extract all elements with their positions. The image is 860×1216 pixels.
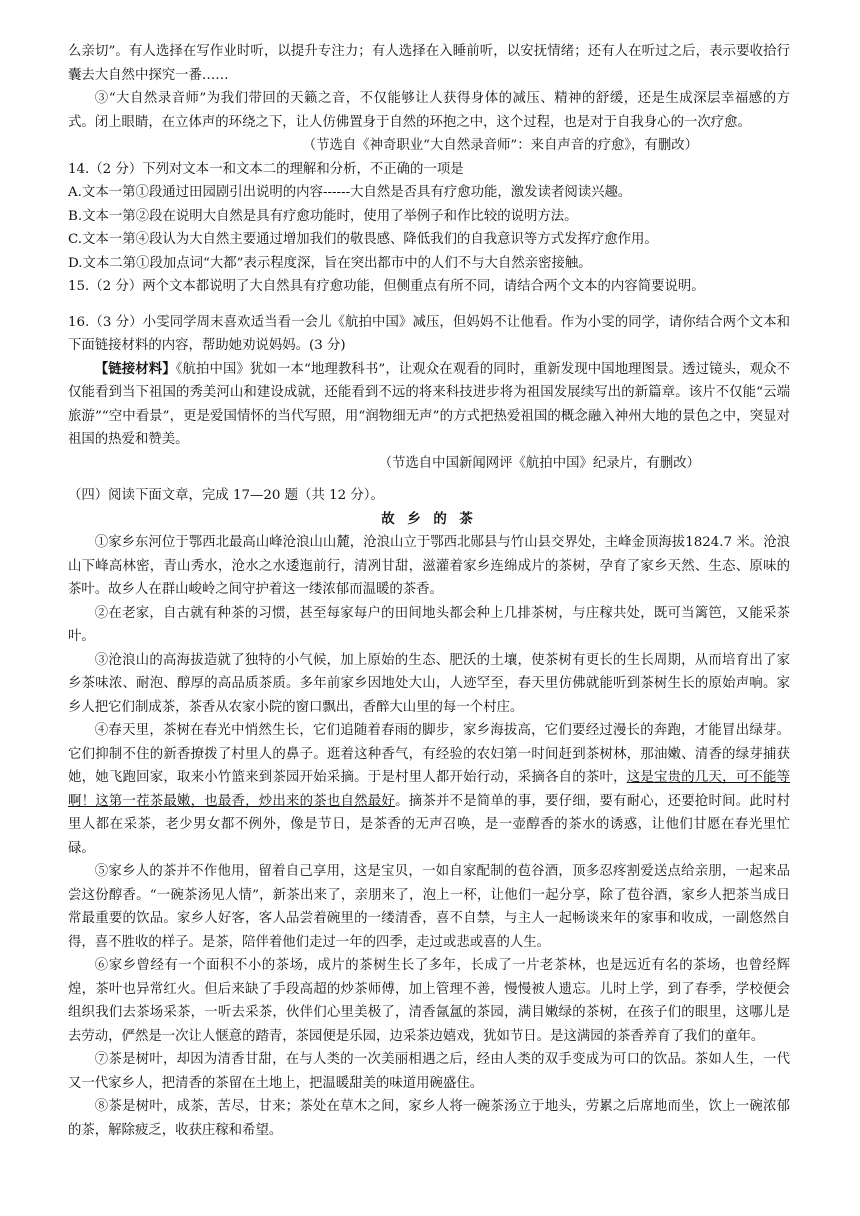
link-material-source: （节选自中国新闻网评《航拍中国》纪录片，有删改） <box>378 455 700 471</box>
essay-paragraph-1: ①家乡东河位于鄂西北最高山峰沧浪山山麓，沧浪山立于鄂西北郧县与竹山县交界处，主峰金顶海拔1824.7 米。沧浪山下峰高林密，青山秀水，沧水之水逶迤前行，清冽甘甜，滋灌着家乡连绵成片的茶树，孕育了家乡天然、生态、原味的茶叶。故乡人在群山峻岭之间守护着这一缕浓郁而温暖的茶香。 <box>68 535 790 597</box>
question-14-stem: 14.（2 分）下列对文本一和文本二的理解和分析，不正确的一项是 <box>68 161 464 177</box>
text2-paragraph-continued: 么亲切”。有人选择在写作业时听，以提升专注力；有人选择在入睡前听，以安抚情绪；还有人在听过之后，表示要收拾行囊去大自然中探究一番…… <box>68 44 790 83</box>
underlined-sentence: 这是宝贵的几天，可不能等啊！这第一茬茶最嫩，也最香，炒出来的茶也自然最好 <box>68 770 791 809</box>
essay-paragraph-6: ⑥家乡曾经有一个面积不小的茶场，成片的茶树生长了多年，长成了一片老茶林，也是远近有名的茶场，也曾经辉煌，茶叶也异常红火。但后来缺了手段高超的炒茶师傅，加上管理不善，慢慢被人遗忘。儿时上学，到了春季，学校便会组织我们去茶场采茶，一听去采茶，伙伴们心里美极了，清香氤氲的茶园，满目嫩绿的茶树，在孩子们的眼里，这哪儿是去劳动，俨然是一次让人惬意的踏青，茶园便是乐园，边采茶边嬉戏，犹如节日。是这满园的茶香养育了我们的童年。 <box>68 958 790 1044</box>
spacer <box>68 475 790 484</box>
essay-paragraph-4-part-2: 。摘茶并不是简单的事，要仔细，要有耐心，还要抢时间。此时村里人都在采茶，老少男女都不例外，像是节日，是茶香的无声召唤，是一壶醇香的茶水的诱惑，让他们甘愿在春光里忙碌。 <box>68 793 791 856</box>
question-14-option-d: D.文本二第①段加点词“大都”表示程度深，旨在突出都市中的人们不与大自然亲密接触。 <box>68 255 592 271</box>
essay-paragraph-2: ②在老家，自古就有种茶的习惯，甚至每家每户的田间地头都会种上几排茶树，与庄稼共处，既可当篱笆，又能采茶叶。 <box>68 605 790 644</box>
text2-paragraph-3: ③“大自然录音师”为我们带回的天籁之音，不仅能够让人获得身体的减压、精神的舒缓，还是生成深层幸福感的方式。闭上眼睛，在立体声的环绕之下，让人仿佛置身于自然的环抱之中，这个过程，也是对于自我身心的一次疗愈。 <box>68 91 790 130</box>
question-16-stem: 16.（3 分）小雯同学周末喜欢适当看一会儿《航拍中国》减压，但妈妈不让他看。作为小雯的同学，请你结合两个文本和下面链接材料的内容，帮助她劝说妈妈。(3 分) <box>68 314 790 353</box>
essay-paragraph-8: ⑧茶是树叶，成茶，苦尽，甘来；茶处在草木之间，家乡人将一碗茶汤立于地头，劳累之后席地而坐，饮上一碗浓郁的茶，解除疲乏，收获庄稼和希望。 <box>68 1099 790 1138</box>
essay-paragraph-4-part-1: ④春天里，茶树在春光中悄然生长，它们追随着春雨的脚步，家乡海拔高，它们要经过漫长的奔跑，才能冒出绿芽。它们抑制不住的新香撩拨了村里人的鼻子。逛着这种香气，有经验的农妇第一时间赶到茶树林，那油嫩、清香的绿芽捕获她，她飞跑回家，取来小竹篮来到茶园开始采摘。于是村里人都开始行动，采摘各自的茶叶， <box>68 723 790 785</box>
essay-title: 故 乡 的 茶 <box>381 510 477 527</box>
essay-paragraph-7: ⑦茶是树叶，却因为清香甘甜，在与人类的一次美丽相遇之后，经由人类的双手变成为可口的饮品。茶如人生，一代又一代家乡人，把清香的茶留在土地上，把温暖甜美的味道用碗盛住。 <box>68 1052 790 1091</box>
link-material-text: 《航拍中国》犹如一本“地理教科书”，让观众在观看的同时，重新发现中国地理图景。透过镜头，观众不仅能看到当下祖国的秀美河山和建设成就，还能看到不远的将来科技进步将为祖国发展续写出的新篇章。该片不仅能“云端旅游”“空中看景”，更是爱国情怀的当代写照，用“润物细无声”的方式把热爱祖国的概念融入神州大地的景色之中，突显对祖国的热爱和赞美。 <box>68 361 790 447</box>
essay-paragraph-4 <box>68 719 790 860</box>
question-15-stem: 15.（2 分）两个文本都说明了大自然具有疗愈功能，但侧重点有所不同，请结合两个文本的内容简要说明。 <box>68 279 705 294</box>
question-14-option-a: A.文本一第①段通过田园剧引出说明的内容------大自然是否具有疗愈功能，激发读者阅读兴趣。 <box>68 185 632 200</box>
essay-paragraph-3: ③沧浪山的高海拔造就了独特的小气候，加上原始的生态、肥沃的土壤，使茶树有更长的生长周期，从而培育出了家乡茶味浓、耐泡、醇厚的高品质茶质。多年前家乡因地处大山，人迹罕至，春天里仿佛就能听到茶树生长的原始声响。家乡人把它们制成茶，茶香从农家小院的窗口飘出，香醉大山里的每一个村庄。 <box>68 652 790 715</box>
section-4-heading: （四）阅读下面文章，完成 17—20 题（共 12 分）。 <box>68 488 384 503</box>
link-material <box>68 358 790 452</box>
text2-source: （节选自《神奇职业“大自然录音师”：来自声音的疗愈》，有删改） <box>302 138 698 153</box>
question-14-option-c: C.文本一第④段认为大自然主要通过增加我们的敬畏感、降低我们的自我意识等方式发挥疗愈作用。 <box>68 232 658 247</box>
essay-paragraph-5: ⑤家乡人的茶并不作他用，留着自己享用，这是宝贝，一如自家配制的苞谷酒，顶多忍疼割爱送点给亲朋，一起来品尝这份醇香。“一碗茶汤见人情”，新茶出来了，亲朋来了，泡上一杯，让他们一起分享，除了苞谷酒，家乡人把茶当成日常最重要的饮品。家乡人好客，客人品尝着碗里的一缕清香，喜不自禁，与主人一起畅谈来年的家事和收成，一副悠然自得，喜不胜收的样子。是茶，陪伴着他们走过一年的四季，走过或悲或喜的人生。 <box>68 864 790 950</box>
link-material-label: 【链接材料】 <box>94 360 176 377</box>
question-14-option-b: B.文本一第②段在说明大自然是具有疗愈功能时，使用了举例子和作比较的说明方法。 <box>68 208 578 224</box>
spacer <box>68 299 790 311</box>
